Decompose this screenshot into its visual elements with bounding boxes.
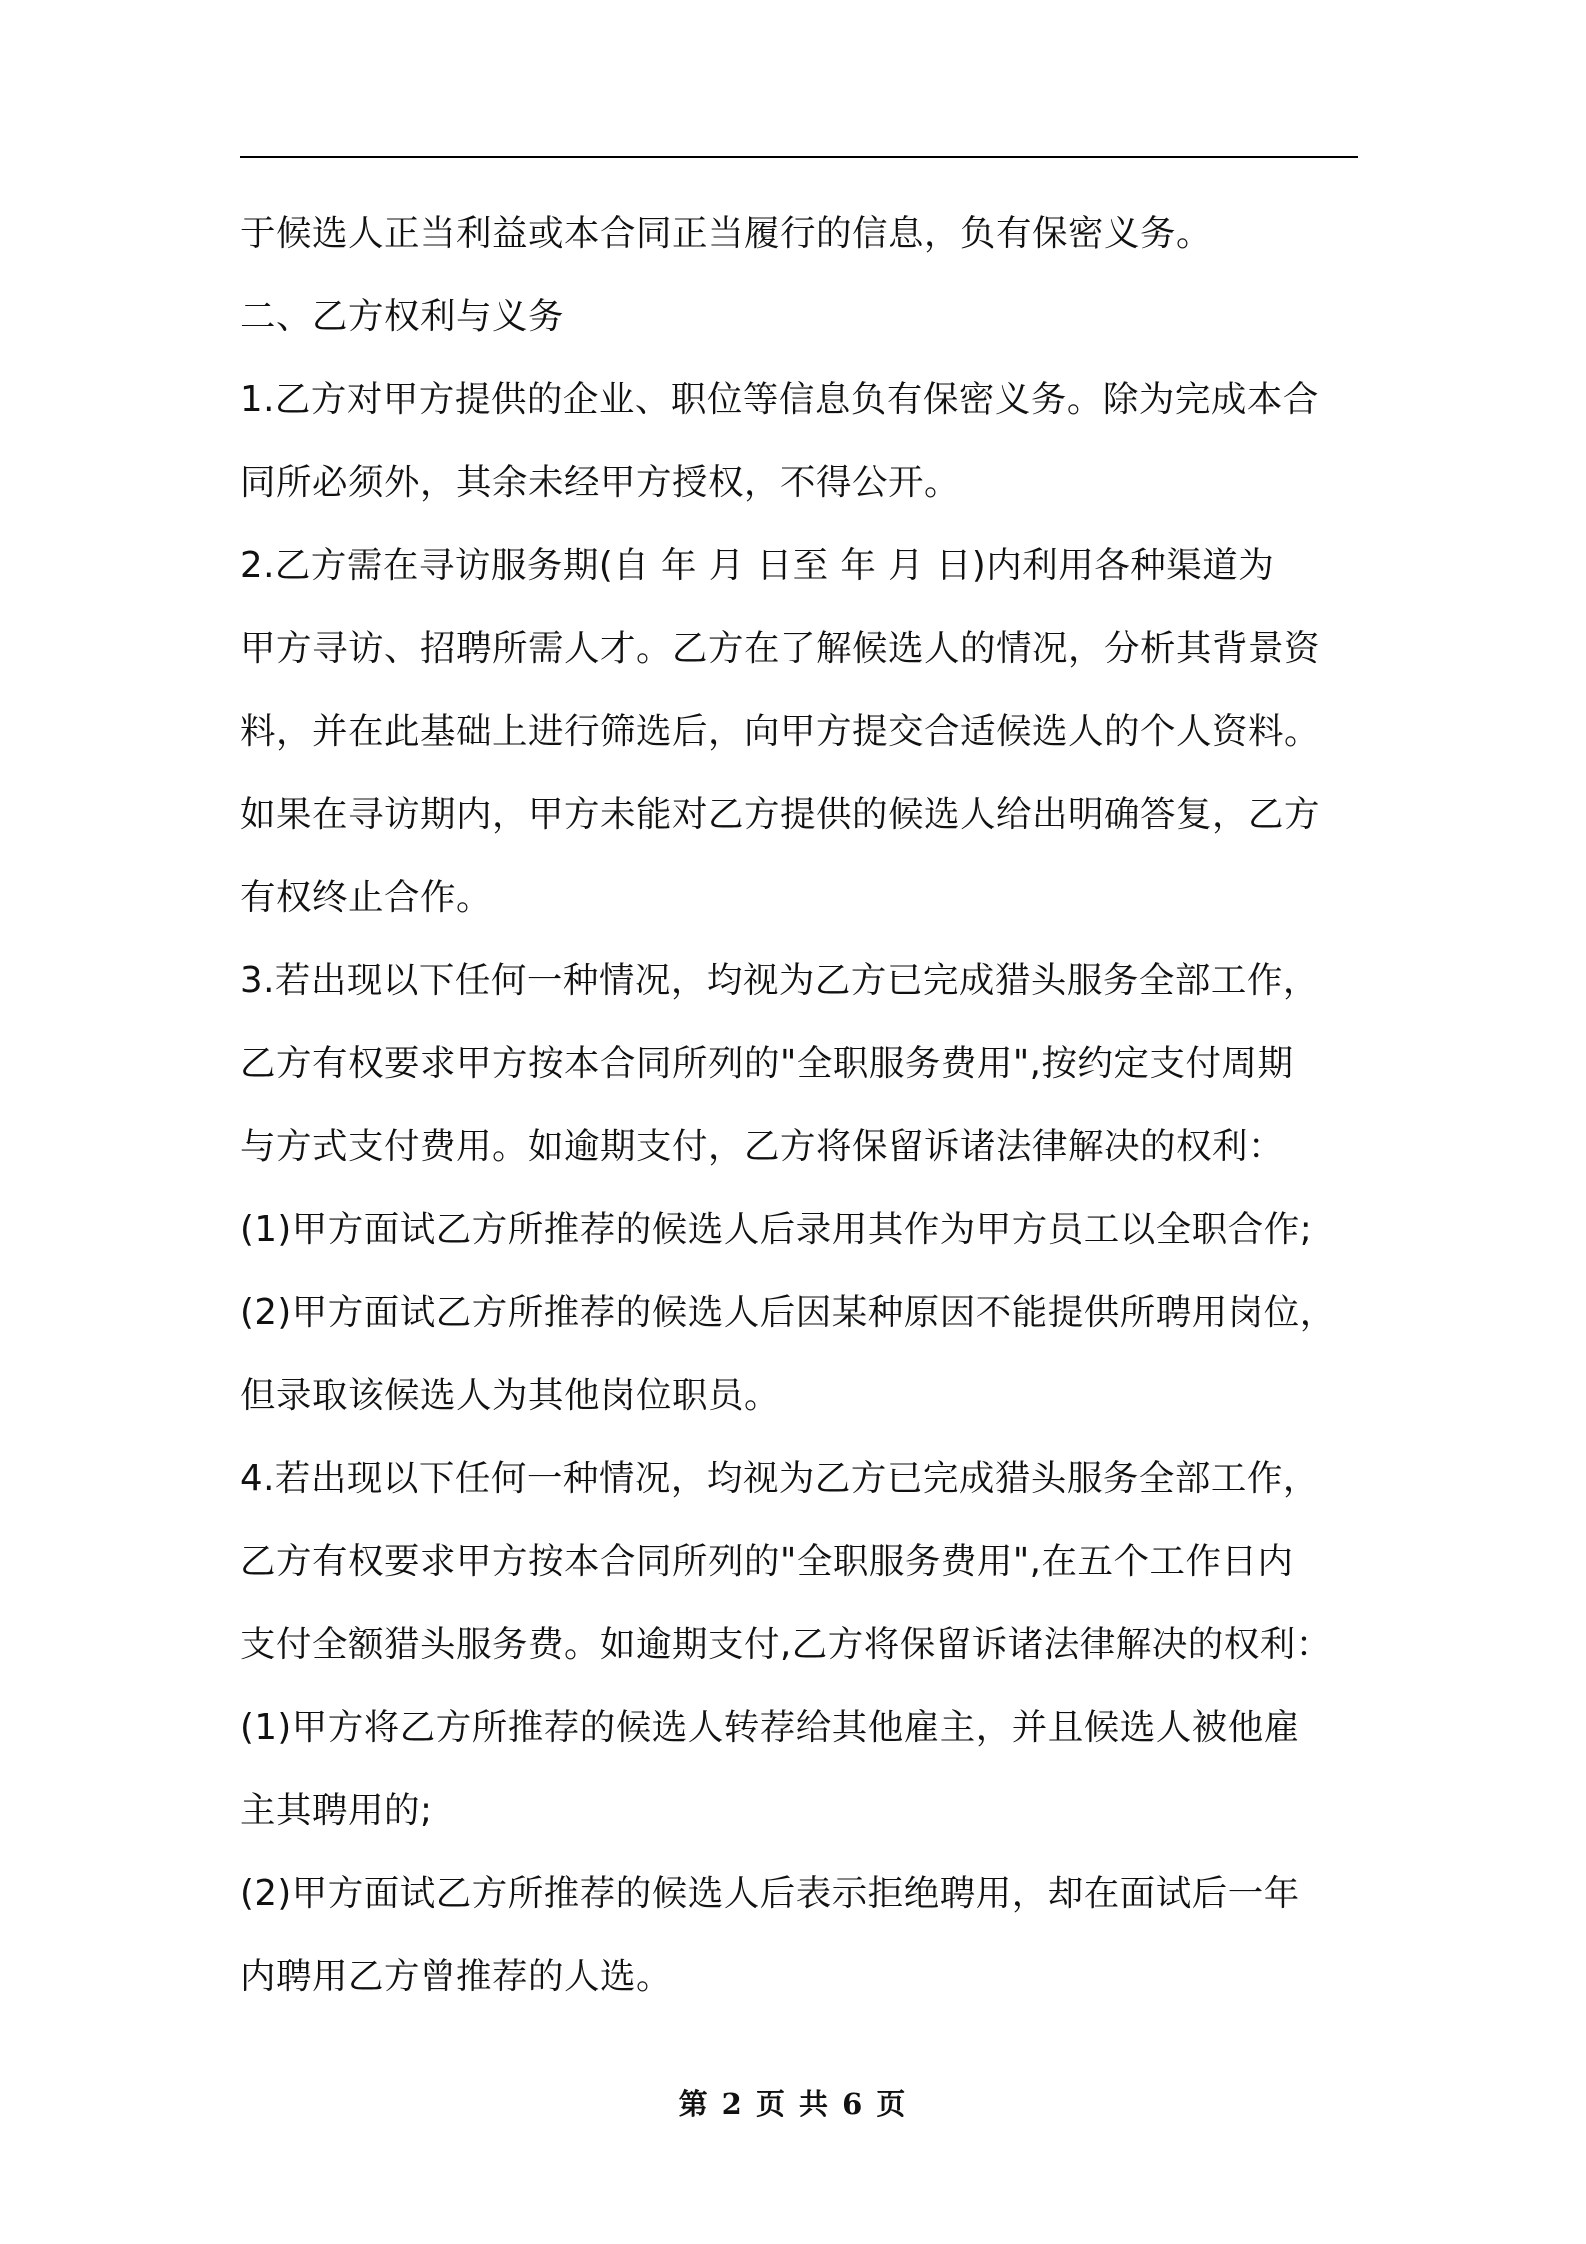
- header-rule: [240, 156, 1358, 158]
- text-line: 但录取该候选人为其他岗位职员。: [240, 1375, 781, 1416]
- text-line: 甲方寻访、招聘所需人才。乙方在了解候选人的情况，分析其背景资: [240, 628, 1321, 669]
- text-line: 2.乙方需在寻访服务期(自 年 月 日至 年 月 日)内利用各种渠道为: [240, 545, 1275, 586]
- text-line: 3.若出现以下任何一种情况，均视为乙方已完成猎头服务全部工作，: [240, 960, 1319, 1001]
- text-line: (2)甲方面试乙方所推荐的候选人后表示拒绝聘用，却在面试后一年: [240, 1873, 1300, 1914]
- text-line: 于候选人正当利益或本合同正当履行的信息，负有保密义务。: [240, 213, 1213, 254]
- text-line: 料，并在此基础上进行筛选后，向甲方提交合适候选人的个人资料。: [240, 711, 1321, 752]
- text-line: 内聘用乙方曾推荐的人选。: [240, 1956, 673, 1997]
- text-line: 乙方有权要求甲方按本合同所列的"全职服务费用",在五个工作日内: [240, 1541, 1294, 1582]
- section-heading: 二、乙方权利与义务: [240, 296, 565, 337]
- text-line: 乙方有权要求甲方按本合同所列的"全职服务费用",按约定支付周期: [240, 1043, 1294, 1084]
- page-number: 第 2 页 共 6 页: [678, 2087, 908, 2121]
- text-line: 4.若出现以下任何一种情况，均视为乙方已完成猎头服务全部工作，: [240, 1458, 1319, 1499]
- text-line: 有权终止合作。: [240, 877, 493, 918]
- text-line: 主其聘用的;: [240, 1790, 433, 1831]
- text-line: 1.乙方对甲方提供的企业、职位等信息负有保密义务。除为完成本合: [240, 379, 1319, 420]
- contract-body: [240, 192, 1360, 2018]
- text-line: 支付全额猎头服务费。如逾期支付,乙方将保留诉诸法律解决的权利：: [240, 1624, 1332, 1665]
- text-line: 如果在寻访期内，甲方未能对乙方提供的候选人给出明确答复，乙方: [240, 794, 1321, 835]
- text-line: (1)甲方将乙方所推荐的候选人转荐给其他雇主，并且候选人被他雇: [240, 1707, 1300, 1748]
- text-line: 与方式支付费用。如逾期支付，乙方将保留诉诸法律解决的权利：: [240, 1126, 1285, 1167]
- text-line: 同所必须外，其余未经甲方授权，不得公开。: [240, 462, 961, 503]
- text-line: (2)甲方面试乙方所推荐的候选人后因某种原因不能提供所聘用岗位，: [240, 1292, 1336, 1333]
- text-line: (1)甲方面试乙方所推荐的候选人后录用其作为甲方员工以全职合作;: [240, 1209, 1313, 1250]
